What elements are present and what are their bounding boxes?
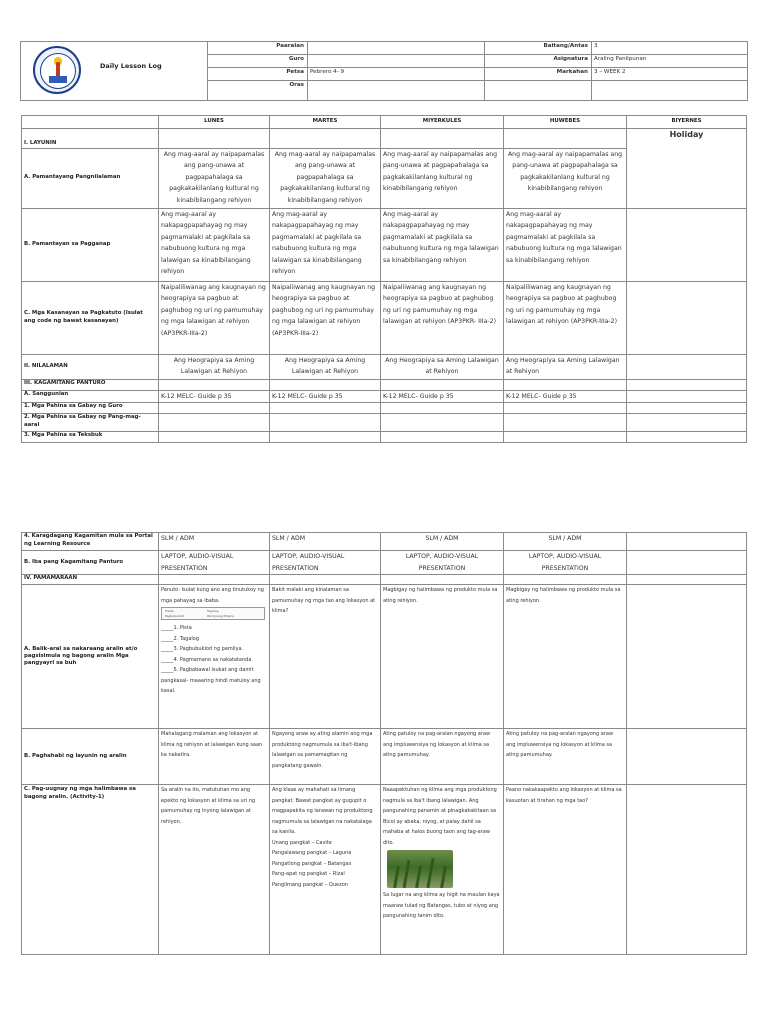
empty-cell: [381, 575, 504, 585]
empty-cell: [627, 785, 747, 955]
sanggunian-miyerkules: K-12 MELC- Guide p 35: [381, 390, 504, 403]
empty-cell: [627, 585, 747, 729]
section-kagamitang-panturo: III. KAGAMITANG PANTURO: [22, 379, 159, 390]
balik-aral-item: _____5. Pagbabawal isukat ang damit pangkasal- maaaring hindi matuloy ang kasal.: [161, 667, 261, 694]
empty-cell: [159, 403, 270, 414]
balik-aral-item: _____2. Tagalog: [161, 635, 200, 642]
label-oras: Oras: [208, 81, 308, 101]
value-baitang: 3: [592, 42, 748, 55]
empty-cell: [381, 128, 504, 148]
iba-pang-miyerkules: LAPTOP, AUDIO-VISUAL PRESENTATION: [381, 551, 504, 575]
empty-cell: [627, 208, 747, 281]
balik-aral-instructions: Panuto: Isulat kung ano ang tinutukoy ng mga pahayag sa ibaba.: [161, 587, 264, 604]
logo-cell: [21, 42, 208, 101]
day-header-martes: MARTES: [270, 116, 381, 129]
empty-cell: [627, 575, 747, 585]
empty-cell: [381, 414, 504, 432]
pamantayan-sa-pagganap-huwebes: Ang mag-aaral ay nakapagpapahayag ng may pagmamalaki at pagkilala sa nabubuong kultura ng mga lalawigan sa kinabibilangang rehiyon: [504, 208, 627, 281]
empty-cell: [159, 432, 270, 443]
pag-uugnay-text: Sa lugar na ang klima ay higit na maulan kaya maaraw tulad ng Batangas, tubo at niyog ang pangunahing tanim dito.: [383, 892, 500, 919]
nilalaman-lunes: Ang Heograpiya sa Aming Lalawigan at Rehiyon: [159, 354, 270, 379]
balik-aral-item: _____4. Pagmamano sa nakatatanda: [161, 656, 252, 663]
empty-cell: [627, 432, 747, 443]
sanggunian-martes: K-12 MELC- Guide p 35: [270, 390, 381, 403]
section-pamamaraan: IV. PAMAMARAAN: [22, 575, 159, 585]
empty-cell: [270, 575, 381, 585]
karagdagang-miyerkules: SLM / ADM: [381, 533, 504, 551]
day-header-biyernes: BIYERNES: [627, 116, 747, 129]
karagdagang-huwebes: SLM / ADM: [504, 533, 627, 551]
label-pamantayang-pangnilalaman: A. Pamantayang Pangnilalaman: [22, 148, 159, 208]
empty-cell: [381, 403, 504, 414]
day-header-huwebes: HUWEBES: [504, 116, 627, 129]
pag-uugnay-miyerkules: [381, 785, 504, 955]
empty-cell: [627, 533, 747, 551]
pag-uugnay-martes: [270, 785, 381, 955]
label-mga-kasanayan: C. Mga Kasanayan sa Pagkatuto (Isulat ang code ng bawat kasanayan): [22, 281, 159, 354]
label-asignatura: Asignatura: [485, 55, 592, 68]
paghahabi-miyerkules: Ating patuloy na pag-aralan ngayong araw ang impluwensiya ng lokasyon at klima sa ating pamumuhay.: [381, 729, 504, 785]
empty-cell: [159, 128, 270, 148]
balik-aral-miyerkules: Magbigay ng halimbawa ng produkto mula sa ating rehiyon.: [381, 585, 504, 729]
empty-cell: [627, 379, 747, 390]
value-guro: [308, 55, 485, 68]
empty-cell: [270, 414, 381, 432]
empty-cell: [627, 281, 747, 354]
balik-aral-martes: Bakit malaki ang kinalaman sa pamumuhay ng mga tao ang lokasyon at klima?: [270, 585, 381, 729]
sugarcane-field-image: [387, 850, 453, 888]
label-paaralan: Paaralan: [208, 42, 308, 55]
value-paaralan: [308, 42, 485, 55]
value-petsa: Pebrero 4- 9: [308, 68, 485, 81]
nilalaman-miyerkules: Ang Heograpiya sa Aming Lalawigan at Rehiyon: [381, 354, 504, 379]
balik-aral-lunes: [159, 585, 270, 729]
pamantayang-pangnilalaman-martes: Ang mag-aaral ay naipapamalas ang pang-unawa at pagpapahalaga sa pagkakakilanlang kultural ng kinabibilangang rehiyon: [270, 148, 381, 208]
empty-cell: [270, 403, 381, 414]
label-markahan: Markahan: [485, 68, 592, 81]
empty-cell: [381, 432, 504, 443]
kasanayan-lunes: Naipaliliwanag ang kaugnayan ng heograpiya sa pagbuo at paghubog ng uri ng pamumuhay ng mga lalawigan at rehiyon (AP3PKR-IIIa-2): [159, 281, 270, 354]
kasanayan-miyerkules: Naipaliiwanag ang kaugnayan ng heograpiya sa pagbuo at paghubog ng uri ng pamumuhay ng mga lalawigan at rehiyon (AP3PKR- IIIa-2): [381, 281, 504, 354]
empty-cell: [504, 128, 627, 148]
label-guro: Guro: [208, 55, 308, 68]
label-gabay-ng-guro: 1. Mga Pahina sa Gabay ng Guro: [22, 403, 159, 414]
pag-uugnay-huwebes: Paano nakakaapekto ang lokasyon at klima sa kasuotan at tirahan ng mga tao?: [504, 785, 627, 955]
empty-cell: [627, 551, 747, 575]
empty-cell: [627, 403, 747, 414]
balik-aral-item: _____3. Pagbubuklod ng pamilya.: [161, 646, 244, 652]
nilalaman-huwebes: Ang Heograpiya sa Aming Lalawigan at Rehiyon: [504, 354, 627, 379]
section-nilalaman: II. NILALAMAN: [22, 354, 159, 379]
iba-pang-lunes: LAPTOP, AUDIO-VISUAL PRESENTATION: [159, 551, 270, 575]
nilalaman-martes: Ang Heograpiya sa Aming Lalawigan at Rehiyon: [270, 354, 381, 379]
pamantayang-pangnilalaman-miyerkules: Ang mag-aaral ay naipapamalas ang pang-unawa at pagpapahalaga sa pagkakakilanlang kultural ng kinabibilangang rehiyon: [381, 148, 504, 208]
empty-cell: [504, 403, 627, 414]
day-header-miyerkules: MIYERKULES: [381, 116, 504, 129]
empty-cell: [504, 379, 627, 390]
paghahabi-huwebes: Ating patuloy na pag-aralan ngayong araw ang impluwensiya ng lokasyon at klima sa ating pamumuhay.: [504, 729, 627, 785]
empty-cell: [627, 414, 747, 432]
group-assignment: Unang pangkat – Cavite: [272, 839, 332, 846]
empty-cell: [504, 575, 627, 585]
holiday-cell: [627, 128, 747, 208]
karagdagang-lunes: SLM / ADM: [159, 533, 270, 551]
iba-pang-martes: LAPTOP, AUDIO-VISUAL PRESENTATION: [270, 551, 381, 575]
karagdagang-martes: SLM / ADM: [270, 533, 381, 551]
pag-uugnay-text: Naaapektuhan ng klima ang mga produktong nagmula sa iba't ibang lalawigan. Ang pangunahing panamin at pinagkakakitaan sa Bicol ay abaka, niyog, at palay dahil sa mahaba at halos buong taon ang tag-araw dito.: [383, 787, 497, 846]
label-balik-aral: A. Balik-aral sa nakaraang aralin at/o pagsisimula ng bagong aralin Mga pangyayri sa buh: [22, 585, 159, 729]
value-markahan: 3 – WEEK 2: [592, 68, 748, 81]
pamantayan-sa-pagganap-lunes: Ang mag-aaral ay nakapagpapahayag ng may pagmamalaki at pagkilala sa nabubuong kultura ng mga lalawigan sa kinabibilangang rehiyon: [159, 208, 270, 281]
sanggunian-lunes: K-12 MELC- Guide p 35: [159, 390, 270, 403]
section-layunin: I. LAYUNIN: [22, 128, 159, 148]
empty-cell: [159, 379, 270, 390]
value-asignatura: Araling Panlipunan: [592, 55, 748, 68]
lesson-table-part-2: [21, 532, 747, 955]
empty-cell: [270, 432, 381, 443]
day-header-lunes: LUNES: [159, 116, 270, 129]
lesson-table-part-1: [21, 115, 747, 443]
paghahabi-martes: Ngayong araw ay ating alamin ang mga produktong nagmumula sa iba't-ibang lalawigan sa pamamagitan ng pangkatang gawain.: [270, 729, 381, 785]
label-teksbuk: 3. Mga Pahina sa Teksbuk: [22, 432, 159, 443]
kasanayan-huwebes: Naipaliliwanag ang kaugnayan ng heograpiya sa pagbuo at paghubog ng uri ng pamumuhay ng mga lalawigan at rehiyon (AP3PKR-IIIa-2): [504, 281, 627, 354]
group-assignment: Pang-apat ng pangkat – Rizal: [272, 871, 345, 877]
label-baitang: Baitang/Antas: [485, 42, 592, 55]
word-choice: Fiesta: [165, 609, 174, 613]
holiday-label: Holiday: [669, 129, 704, 139]
paghahabi-lunes: Mahalagang malaman ang lokasyon at klima ng rehiyon at lalawigan kung saan ka nakatira.: [159, 729, 270, 785]
pamantayang-pangnilalaman-lunes: Ang mag-aaral ay naipapamalas ang pang-unawa at pagpapahalaga sa pagkakakilanlang kultural ng kinabibilangang rehiyon: [159, 148, 270, 208]
pag-uugnay-text: Ang klase ay mahahati sa limang pangkat. Bawat pangkat ay gugupit o magpapakita ng larawan ng produktong nagmumula sa lalawigan na nakatalaga sa kanila.: [272, 787, 373, 835]
empty-cell: [627, 729, 747, 785]
empty-cell: [270, 379, 381, 390]
pamantayan-sa-pagganap-miyerkules: Ang mag-aaral ay nakapagpapahayag ng may pagmamalaki at pagkilala sa nabubuong kultura ng mga lalawigan sa kinabibilangang rehiyon: [381, 208, 504, 281]
word-choice: Pamilyang Pilipino: [207, 614, 235, 618]
label-gabay-ng-mag-aaral: 2. Mga Pahina sa Gabay ng Pang-mag-aaral: [22, 414, 159, 432]
word-choices-image: [161, 607, 265, 620]
corner-cell: [22, 116, 159, 129]
label-sanggunian: A. Sanggunian: [22, 390, 159, 403]
label-iba-pang-kagamitan: B. Iba pang Kagamitang Panturo: [22, 551, 159, 575]
iba-pang-huwebes: LAPTOP, AUDIO-VISUAL PRESENTATION: [504, 551, 627, 575]
empty-cell: [270, 128, 381, 148]
label-petsa: Petsa: [208, 68, 308, 81]
document-title: Daily Lesson Log: [100, 62, 162, 70]
label-karagdagang-kagamitan: 4. Karagdagang Kagamitan mula sa Portal ng Learning Resource: [22, 533, 159, 551]
header-table: [20, 41, 748, 101]
label-pamantayan-sa-pagganap: B. Pamantayan sa Pagganap: [22, 208, 159, 281]
empty-cell: [485, 81, 592, 101]
empty-cell: [504, 432, 627, 443]
word-choice: Tagalog: [207, 609, 219, 613]
label-paghahabi: B. Paghahabi ng layunin ng aralin: [22, 729, 159, 785]
label-pag-uugnay: C. Pag-uugnay ng mga halimbawa sa bagong aralin. (Activity-1): [22, 785, 159, 955]
group-assignment: Pangatlong pangkat – Batangas: [272, 860, 352, 867]
balik-aral-item: _____1. Pista: [161, 625, 192, 631]
empty-cell: [159, 575, 270, 585]
group-assignment: Panglimang pangkat – Quezon: [272, 881, 348, 888]
sanggunian-huwebes: K-12 MELC- Guide p 35: [504, 390, 627, 403]
empty-cell: [381, 379, 504, 390]
pamantayang-pangnilalaman-huwebes: Ang mag-aaral ay naipapamalas ang pang-unawa at pagpapahalaga sa pagkakakilanlang kultural ng kinabibilangang rehiyon: [504, 148, 627, 208]
empty-cell: [159, 414, 270, 432]
pag-uugnay-lunes: Sa aralin na ito, matutuhan mo ang epekto ng lokasyon at klima sa uri ng pamumuhay ng inyong lalawigan at rehiyon.: [159, 785, 270, 955]
empty-cell: [627, 354, 747, 379]
empty-cell: [504, 414, 627, 432]
pamantayan-sa-pagganap-martes: Ang mag-aaral ay nakapagpapahayag ng may pagmamalaki at pagkilala sa nabubuong kultura ng mga lalawigan sa kinabibilangang rehiyon: [270, 208, 381, 281]
group-assignment: Pangalawang pangkat – Laguna: [272, 850, 352, 856]
value-oras: [308, 81, 485, 101]
kasanayan-martes: Naipaliiwanag ang kaugnayan ng heograpiya sa pagbuo at paghubog ng uri ng pamumuhay ng mga lalawigan at rehiyon (AP3PKR-IIIa-2): [270, 281, 381, 354]
word-choice: Pagbubuklod: [165, 614, 185, 618]
empty-cell: [627, 390, 747, 403]
empty-cell: [592, 81, 748, 101]
balik-aral-huwebes: Magbigay ng halimbawa ng produkto mula sa ating rehiyon.: [504, 585, 627, 729]
